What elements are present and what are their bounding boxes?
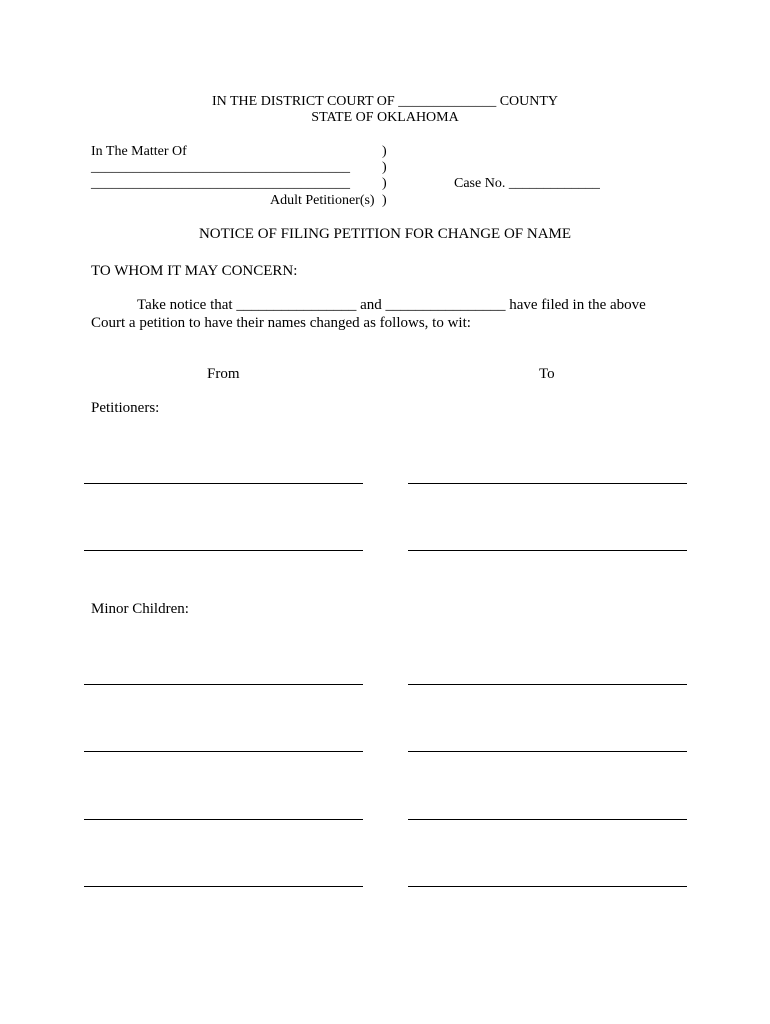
minor-from-line xyxy=(84,819,363,820)
minor-from-line xyxy=(84,886,363,887)
name-blank-2: _____________________________________ xyxy=(91,176,350,191)
state-heading: STATE OF OKLAHOMA xyxy=(311,110,459,125)
minor-to-line xyxy=(408,819,687,820)
to-column-header: To xyxy=(539,366,555,382)
minor-children-label: Minor Children: xyxy=(91,601,189,617)
notice-body-line-1: Take notice that ________________ and ________________ have filed in the above xyxy=(137,297,646,313)
minor-from-line xyxy=(84,684,363,685)
minor-to-line xyxy=(408,886,687,887)
minor-to-line xyxy=(408,684,687,685)
minor-to-line xyxy=(408,751,687,752)
notice-body-line-2: Court a petition to have their names changed as follows, to wit: xyxy=(91,315,471,331)
caption-paren: ) xyxy=(382,176,387,191)
name-blank-1: _____________________________________ xyxy=(91,160,350,175)
caption-paren: ) xyxy=(382,160,387,175)
matter-label: In The Matter Of xyxy=(91,144,187,159)
petitioner-label: Adult Petitioner(s) xyxy=(270,193,375,208)
case-number: Case No. _____________ xyxy=(454,176,600,191)
salutation: TO WHOM IT MAY CONCERN: xyxy=(91,263,298,279)
court-heading: IN THE DISTRICT COURT OF ______________ COUNTY xyxy=(211,94,559,109)
petitioner-to-line xyxy=(408,550,687,551)
petitioner-from-line xyxy=(84,483,363,484)
caption-paren: ) xyxy=(382,193,387,208)
petitioners-label: Petitioners: xyxy=(91,400,160,416)
document-title: NOTICE OF FILING PETITION FOR CHANGE OF NAME xyxy=(198,226,572,242)
petitioner-to-line xyxy=(408,483,687,484)
petitioner-from-line xyxy=(84,550,363,551)
from-column-header: From xyxy=(207,366,240,382)
caption-paren: ) xyxy=(382,144,387,159)
minor-from-line xyxy=(84,751,363,752)
